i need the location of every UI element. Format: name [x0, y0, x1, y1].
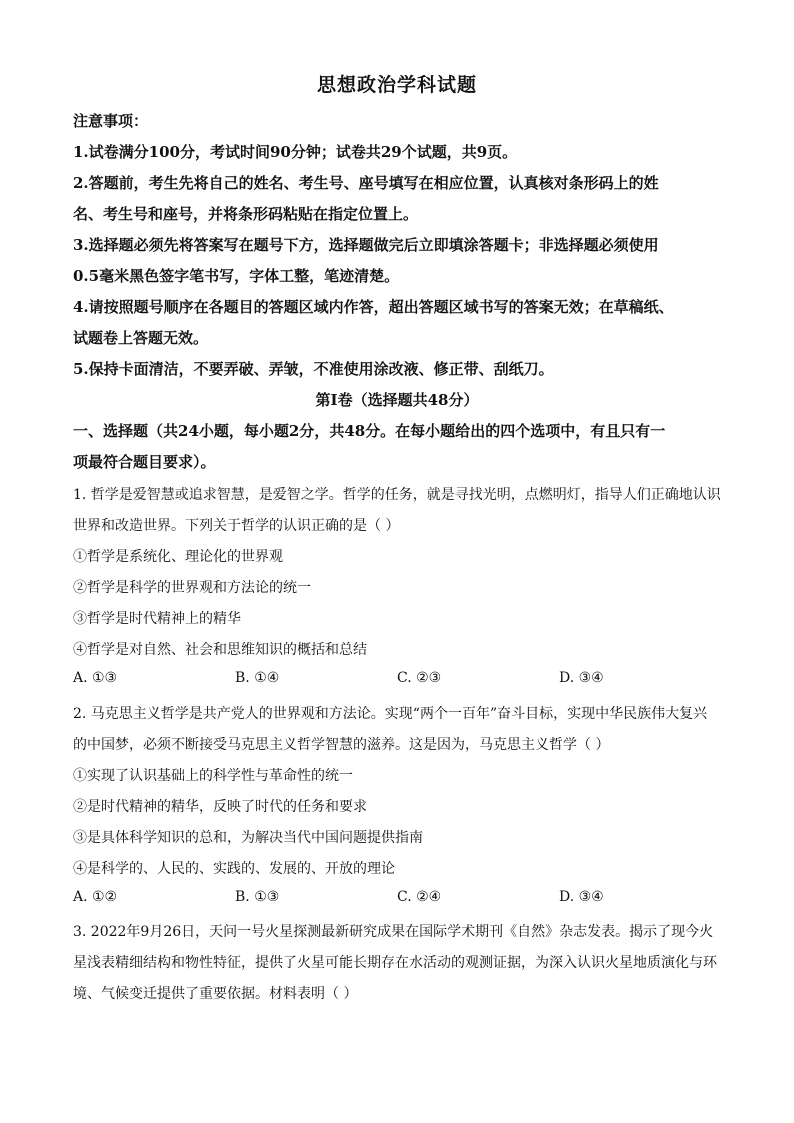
option-c[interactable]: C. ②③: [397, 670, 442, 686]
question-2-item: ④是科学的、人民的、实践的、发展的、开放的理论: [73, 861, 395, 877]
option-b[interactable]: B. ①③: [235, 889, 280, 905]
notice-line: 0.5毫米黑色签字笔书写，字体工整，笔迹清楚。: [73, 267, 400, 285]
notice-line: 2.答题前，考生先将自己的姓名、考生号、座号填写在相应位置，认真核对条形码上的姓: [73, 174, 659, 192]
section-instruction: 项最符合题目要求）。: [73, 453, 216, 471]
question-1-item: ②哲学是科学的世界观和方法论的统一: [73, 580, 311, 596]
question-1-item: ④哲学是对自然、社会和思维知识的概括和总结: [73, 642, 367, 658]
option-d[interactable]: D. ③④: [559, 670, 604, 686]
question-3-stem: 境、气候变迁提供了重要依据。材料表明（ ）: [73, 986, 358, 1002]
section-instruction: 一、选择题（共24小题，每小题2分，共48分。在每小题给出的四个选项中，有且只有一: [73, 422, 666, 440]
question-3-stem: 3. 2022年9月26日，天问一号火星探测最新研究成果在国际学术期刊《自然》杂志发表。揭示了现今火: [73, 924, 714, 940]
notice-line: 名、考生号和座号，并将条形码粘贴在指定位置上。: [73, 205, 419, 223]
question-3-stem: 星浅表精细结构和物性特征，提供了火星可能长期存在水活动的观测证据，为深入认识火星地质演化与环: [73, 955, 717, 971]
option-a[interactable]: A. ①②: [73, 889, 118, 905]
notice-heading: 注意事项：: [73, 112, 149, 130]
notice-line: 1.试卷满分100分，考试时间90分钟；试卷共29个试题，共9页。: [73, 143, 518, 161]
question-1-item: ③哲学是时代精神上的精华: [73, 611, 241, 627]
question-2-item: ①实现了认识基础上的科学性与革命性的统一: [73, 768, 353, 784]
option-d[interactable]: D. ③④: [559, 889, 604, 905]
option-b[interactable]: B. ①④: [235, 670, 280, 686]
option-c[interactable]: C. ②④: [397, 889, 442, 905]
notice-line: 试题卷上答题无效。: [73, 329, 209, 347]
section-title: 第Ⅰ卷（选择题共48分）: [315, 391, 479, 409]
question-2-item: ②是时代精神的精华，反映了时代的任务和要求: [73, 799, 367, 815]
notice-line: 3.选择题必须先将答案写在题号下方，选择题做完后立即填涂答题卡；非选择题必须使用: [73, 236, 659, 254]
notice-line: 5.保持卡面清洁，不要弄破、弄皱，不准使用涂改液、修正带、刮纸刀。: [73, 360, 554, 378]
question-2-stem: 2. 马克思主义哲学是共产党人的世界观和方法论。实现“两个一百年”奋斗目标，实现中华民族伟大复兴: [73, 706, 708, 722]
question-1-item: ①哲学是系统化、理论化的世界观: [73, 549, 283, 565]
notice-line: 4.请按照题号顺序在各题目的答题区域内作答，超出答题区域书写的答案无效；在草稿纸、: [73, 298, 674, 316]
option-a[interactable]: A. ①③: [73, 670, 118, 686]
page-title: 思想政治学科试题: [316, 74, 477, 96]
question-2-item: ③是具体科学知识的总和，为解决当代中国问题提供指南: [73, 830, 423, 846]
question-2-stem: 的中国梦，必须不断接受马克思主义哲学智慧的滋养。这是因为，马克思主义哲学（ ）: [73, 737, 610, 753]
question-1-stem: 1. 哲学是爱智慧或追求智慧，是爱智之学。哲学的任务，就是寻找光明，点燃明灯，指导人们正确地认识: [73, 487, 721, 503]
question-1-stem: 世界和改造世界。下列关于哲学的认识正确的是（ ）: [73, 518, 400, 534]
